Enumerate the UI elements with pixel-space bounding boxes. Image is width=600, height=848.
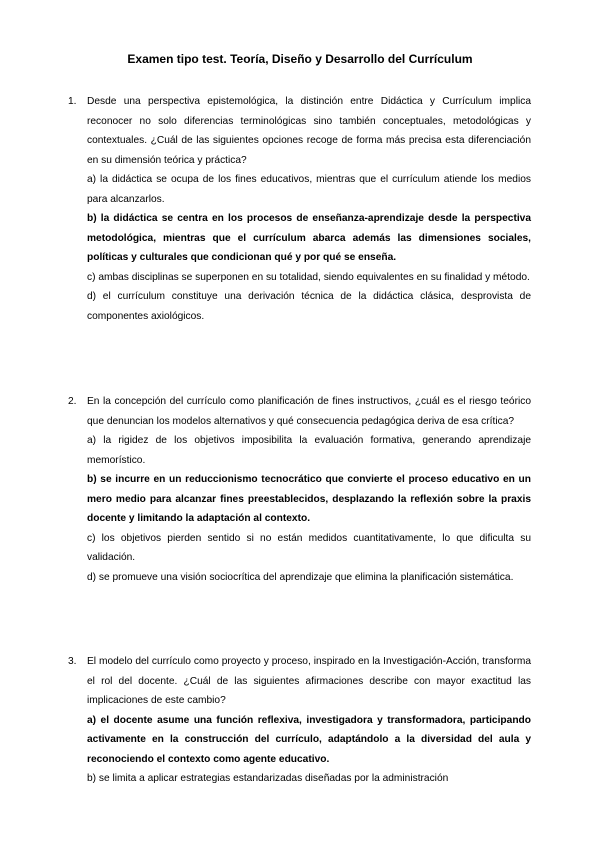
- question-number: 2.: [68, 396, 77, 407]
- option-a: a) la didáctica se ocupa de los fines educativos, mientras que el currículum atiende los medios para alcanzarlos.: [87, 174, 531, 205]
- option-b-correct: b) se incurre en un reduccionismo tecnocrático que convierte el proceso educativo en un mero medio para alcanzar fines preestablecidos, desplazando la reflexión sobre la praxis docente y limitando la adaptación al contexto.: [87, 474, 531, 524]
- option-d: d) se promueve una visión sociocrítica del aprendizaje que elimina la planificación sistemática.: [87, 571, 514, 583]
- option-a-correct: a) el docente asume una función reflexiva, investigadora y transformadora, participando activamente en la construcción del currículo, adaptándolo a la diversidad del aula y reconociendo el contexto como agente educativo.: [87, 714, 531, 765]
- option-c: c) ambas disciplinas se superponen en su totalidad, siendo equivalentes en su finalidad y método.: [87, 271, 530, 283]
- option-b-correct: b) la didáctica se centra en los procesos de enseñanza-aprendizaje desde la perspectiva metodológica, mientras que el currículum abarca además las dimensiones sociales, políticas y culturales que condicionan qué y por qué se enseña.: [87, 213, 531, 263]
- option-c: c) los objetivos pierden sentido si no están medidos cuantitativamente, lo que dificulta su validación.: [87, 532, 531, 563]
- question-text: El modelo del currículo como proyecto y proceso, inspirado en la Investigación-Acción, transforma el rol del docente. ¿Cuál de las siguientes afirmaciones describe con mayor exactitud las implicaciones de este cambio?: [87, 656, 531, 706]
- question-number: 1.: [68, 96, 77, 107]
- option-d: d) el currículum constituye una derivación técnica de la didáctica clásica, desprovista de componentes axiológicos.: [87, 291, 531, 322]
- question-3: [68, 652, 531, 789]
- question-1: [68, 92, 531, 326]
- question-text: En la concepción del currículo como planificación de fines instructivos, ¿cuál es el riesgo teórico que denuncian los modelos alternativos y qué consecuencia pedagógica deriva de esa crítica?: [87, 396, 531, 427]
- question-2: [68, 392, 531, 587]
- question-number: 3.: [68, 656, 77, 667]
- question-text: Desde una perspectiva epistemológica, la distinción entre Didáctica y Currículum implica reconocer no solo diferencias terminológicas sino también conceptuales, metodológicas y contextuales. ¿Cuál de las siguientes opciones recoge de forma más precisa esta diferenciación en su dimensión teórica y práctica?: [87, 96, 531, 166]
- option-a: a) la rigidez de los objetivos imposibilita la evaluación formativa, generando aprendizaje memorístico.: [87, 435, 531, 466]
- option-b: b) se limita a aplicar estrategias estandarizadas diseñadas por la administración: [87, 773, 449, 784]
- document-title: Examen tipo test. Teoría, Diseño y Desarrollo del Currículum: [127, 52, 473, 66]
